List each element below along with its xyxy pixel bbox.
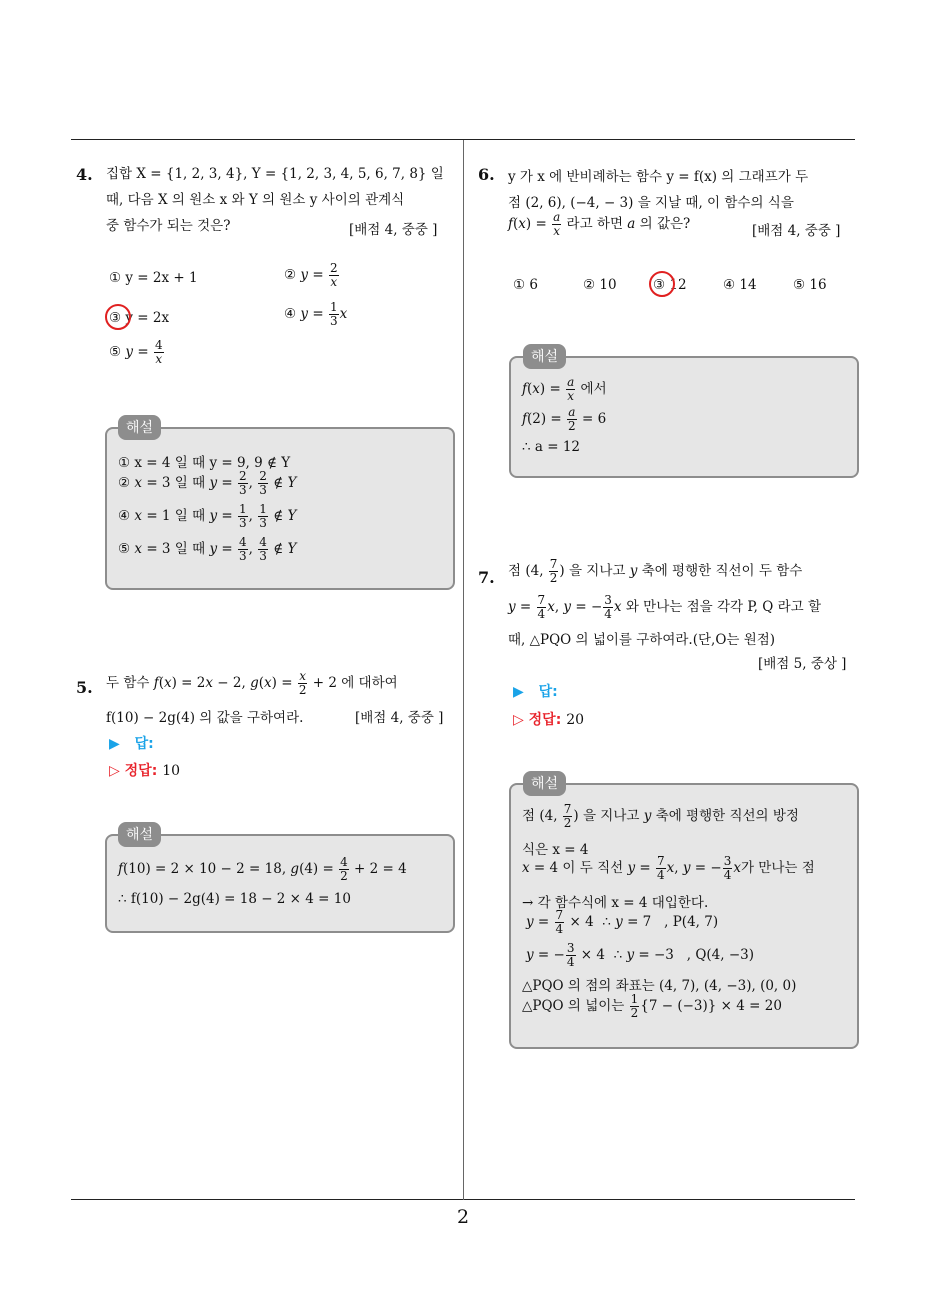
score-info: [배점 4, 중중 ] bbox=[752, 223, 841, 239]
question-number: 4. bbox=[76, 165, 93, 184]
score-info: [배점 5, 중상 ] bbox=[758, 656, 847, 672]
correct-triangle-icon: ▷ bbox=[513, 712, 524, 728]
correct-triangle-icon: ▷ bbox=[109, 763, 120, 779]
question-line-1: 집합 X = {1, 2, 3, 4}, Y = {1, 2, 3, 4, 5, 6, 7, 8} 일 bbox=[106, 166, 444, 182]
solution-box bbox=[105, 834, 455, 933]
solution-line-3: x = 4 이 두 직선 y = $\frac{7}{4}$ x, y = − $\frac{3}{4}$ x가 만나는 점 bbox=[522, 854, 815, 882]
solution-tag: 해설 bbox=[523, 344, 566, 369]
choice-4[interactable]: ④ 14 bbox=[723, 277, 757, 293]
answer-triangle-icon: ▶ bbox=[109, 736, 120, 752]
solution-line-2: 식은 x = 4 bbox=[522, 842, 589, 858]
question-line-2: f(10) − 2g(4) 의 값을 구하여라. bbox=[106, 710, 304, 726]
choice-5[interactable]: ⑤ y = $\frac{4}{x}$ bbox=[109, 338, 163, 366]
solution-tag: 해설 bbox=[523, 771, 566, 796]
correct-answer-value: 10 bbox=[162, 763, 181, 779]
question-number: 6. bbox=[478, 165, 495, 184]
choice-4[interactable]: ④ y = $\frac{1}{3}$ x bbox=[284, 300, 348, 328]
answer-row bbox=[513, 681, 558, 701]
solution-tag: 해설 bbox=[118, 822, 161, 847]
question-line-1: 두 함수 f(x) = 2x − 2, g(x) = $\frac{x}{2}$ + 2 에 대하여 bbox=[106, 669, 398, 697]
solution-line-4: → 각 함수식에 x = 4 대입한다. bbox=[522, 895, 709, 911]
question-line-3: 때, △PQO 의 넓이를 구하여라.(단,O는 원점) bbox=[508, 632, 776, 648]
solution-line-2: f(2) = $\frac{a}{2}$ = 6 bbox=[522, 405, 607, 433]
question-line-1: 점 (4, $\frac{7}{2}$ ) 을 지나고 y 축에 평행한 직선이 두 함수 bbox=[508, 557, 803, 585]
solution-line-3: ④ x = 1 일 때 y = $\frac{1}{3}$ , $\frac{1}{3}$ ∉ Y bbox=[118, 502, 297, 530]
choice-2[interactable]: ② 10 bbox=[583, 277, 617, 293]
correct-label: 정답: bbox=[528, 712, 562, 728]
choice-1[interactable]: ① 6 bbox=[513, 277, 538, 293]
correct-label: 정답: bbox=[124, 763, 158, 779]
choice-2[interactable]: ② y = $\frac{2}{x}$ bbox=[284, 261, 338, 289]
solution-line-1: f(10) = 2 × 10 − 2 = 18, g(4) = $\frac{4}{2}$ + 2 = 4 bbox=[118, 855, 407, 883]
correct-answer-row bbox=[109, 760, 180, 780]
score-info: [배점 4, 중중 ] bbox=[355, 710, 444, 726]
answer-mark-circle bbox=[105, 304, 131, 330]
solution-line-1: ① x = 4 일 때 y = 9, 9 ∉ Y bbox=[118, 455, 291, 471]
answer-row bbox=[109, 733, 154, 753]
solution-line-1: 점 (4, $\frac{7}{2}$ ) 을 지나고 y 축에 평행한 직선의 방정 bbox=[522, 802, 799, 830]
question-line-1: y 가 x 에 반비례하는 함수 y = f(x) 의 그래프가 두 bbox=[508, 169, 809, 185]
solution-line-1: f(x) = $\frac{a}{x}$ 에서 bbox=[522, 375, 607, 403]
correct-answer-value: 20 bbox=[566, 712, 585, 728]
question-number: 5. bbox=[76, 678, 93, 697]
solution-line-7: △PQO 의 점의 좌표는 (4, 7), (4, −3), (0, 0) bbox=[522, 978, 797, 994]
answer-triangle-icon: ▶ bbox=[513, 684, 524, 700]
page-number: 2 bbox=[456, 1206, 470, 1228]
choice-5[interactable]: ⑤ 16 bbox=[793, 277, 827, 293]
question-line-2: y = $\frac{7}{4}$ x, y = − $\frac{3}{4}$ x 와 만나는 점을 각각 P, Q 라고 할 bbox=[508, 593, 822, 621]
solution-line-2: ② x = 3 일 때 y = $\frac{2}{3}$ , $\frac{2}{3}$ ∉ Y bbox=[118, 469, 297, 497]
answer-label: 답: bbox=[134, 736, 154, 752]
choice-3[interactable]: ③ y = 2x bbox=[109, 310, 170, 326]
question-line-3: f(x) = $\frac{a}{x}$ 라고 하면 a 의 값은? bbox=[508, 210, 691, 238]
question-line-2: 점 (2, 6), (−4, − 3) 을 지날 때, 이 함수의 식을 bbox=[508, 195, 794, 211]
choice-3[interactable]: ③ 12 bbox=[653, 277, 687, 293]
column-divider bbox=[463, 140, 464, 1200]
solution-line-5: y = $\frac{7}{4}$ × 4 ∴ y = 7 , P(4, 7) bbox=[526, 908, 719, 936]
solution-line-6: y = − $\frac{3}{4}$ × 4 ∴ y = −3 , Q(4, −3) bbox=[526, 941, 755, 969]
correct-answer-row bbox=[513, 709, 584, 729]
solution-line-4: ⑤ x = 3 일 때 y = $\frac{4}{3}$ , $\frac{4}{3}$ ∉ Y bbox=[118, 535, 297, 563]
choice-1[interactable]: ① y = 2x + 1 bbox=[109, 270, 198, 286]
question-number: 7. bbox=[478, 568, 495, 587]
solution-tag: 해설 bbox=[118, 415, 161, 440]
solution-line-3: ∴ a = 12 bbox=[522, 439, 581, 455]
score-info: [배점 4, 중중 ] bbox=[349, 222, 438, 238]
solution-line-2: ∴ f(10) − 2g(4) = 18 − 2 × 4 = 10 bbox=[118, 891, 351, 907]
question-line-2: 때, 다음 X 의 원소 x 와 Y 의 원소 y 사이의 관계식 bbox=[106, 192, 405, 208]
answer-label: 답: bbox=[538, 684, 558, 700]
question-line-3: 중 함수가 되는 것은? bbox=[106, 218, 231, 234]
solution-line-8: △PQO 의 넓이는 $\frac{1}{2}$ {7 − (−3)} × 4 = 20 bbox=[522, 992, 782, 1020]
answer-mark-circle bbox=[649, 271, 675, 297]
